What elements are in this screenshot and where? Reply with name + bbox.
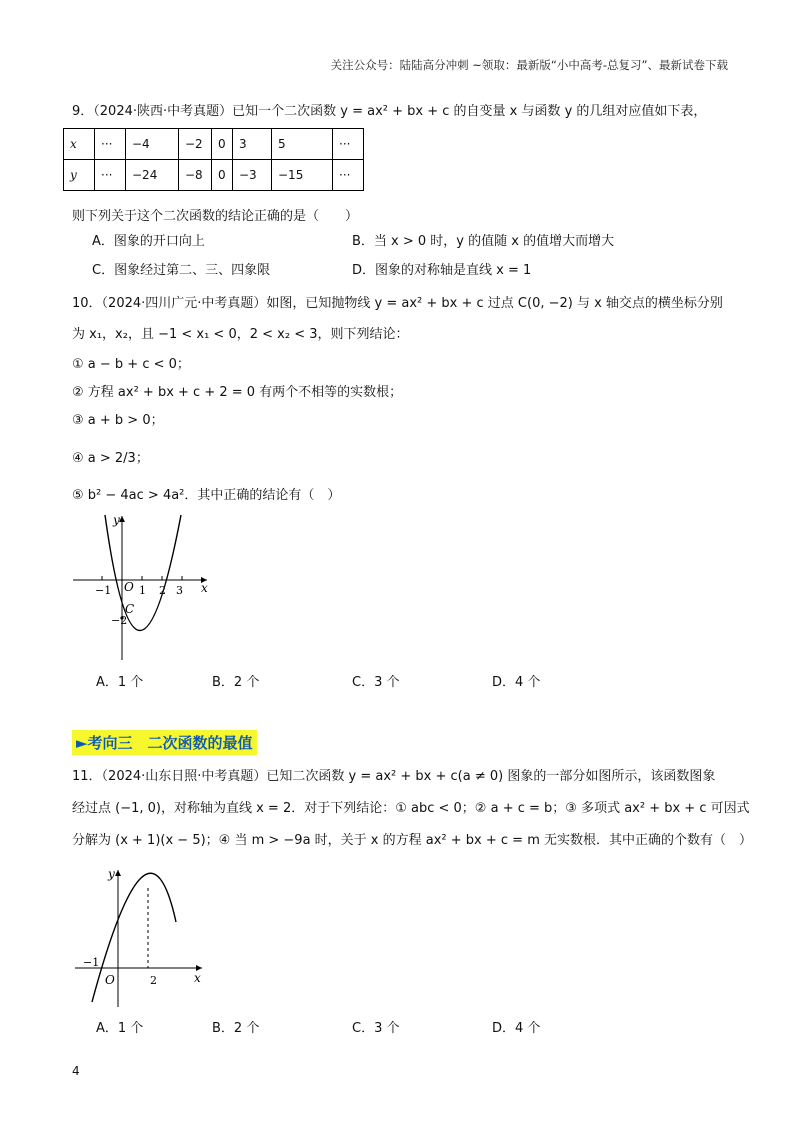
- table-cell: −15: [272, 160, 333, 191]
- q10-item-2: ② 方程 ax² + bx + c + 2 = 0 有两个不相等的实数根；: [72, 385, 403, 400]
- graph-tick-label-neg2: −2: [111, 614, 128, 627]
- q10-item-3: ③ a + b > 0；: [72, 413, 164, 428]
- q11-line1: 11．（2024·山东日照·中考真题）已知二次函数 y = ax² + bx + c(a ≠ 0) 图象的一部分如图所示，该函数图象: [72, 769, 716, 784]
- q10-option-d[interactable]: D．4 个: [492, 675, 541, 690]
- graph-point-c-label: C: [125, 602, 135, 616]
- q9-option-c[interactable]: C．图象经过第二、三、四象限: [92, 263, 271, 278]
- graph-y-label: y: [113, 513, 120, 527]
- table-row: [64, 160, 364, 191]
- q9-value-table: [63, 128, 364, 191]
- graph-tick-label-2: 2: [150, 974, 157, 987]
- graph-origin-label: O: [124, 580, 134, 594]
- q9-prompt: 则下列关于这个二次函数的结论正确的是（ ）: [72, 209, 359, 224]
- q11-option-b[interactable]: B．2 个: [212, 1021, 260, 1036]
- q11-parabola-graph: [70, 862, 215, 1012]
- section-heading: ►考向三 二次函数的最值: [72, 730, 257, 755]
- graph-x-label: x: [194, 971, 201, 985]
- table-header-y: y: [64, 160, 95, 191]
- table-cell: ···: [333, 129, 364, 160]
- page-header: 关注公众号：陆陆高分冲刺 ~领取：最新版“小中高考-总复习”、最新试卷下载: [330, 58, 728, 72]
- graph-origin-label: O: [105, 973, 115, 987]
- q9-text: 9．（2024·陕西·中考真题）已知一个二次函数 y = ax² + bx + c 的自变量 x 与函数 y 的几组对应值如下表，: [72, 104, 707, 119]
- q10-option-b[interactable]: B．2 个: [212, 675, 260, 690]
- graph-tick-label-2: 2: [159, 584, 166, 597]
- q9-option-d[interactable]: D．图象的对称轴是直线 x = 1: [352, 263, 532, 278]
- q10-item-1: ① a − b + c < 0；: [72, 357, 190, 372]
- graph-tick-label-neg1: −1: [83, 956, 100, 969]
- q10-line1: 10．（2024·四川广元·中考真题）如图，已知抛物线 y = ax² + bx + c 过点 C(0, −2) 与 x 轴交点的横坐标分别: [72, 296, 723, 311]
- table-row: [64, 129, 364, 160]
- table-cell: ···: [95, 129, 126, 160]
- table-cell: −8: [179, 160, 212, 191]
- q9-option-a[interactable]: A．图象的开口向上: [92, 234, 205, 249]
- graph-tick-label-3: 3: [176, 584, 183, 597]
- table-cell: ···: [95, 160, 126, 191]
- table-cell: 0: [212, 160, 233, 191]
- q10-option-a[interactable]: A．1 个: [96, 675, 144, 690]
- table-cell: −3: [233, 160, 272, 191]
- q10-line2: 为 x₁，x₂，且 −1 < x₁ < 0，2 < x₂ < 3，则下列结论：: [72, 327, 409, 342]
- page-number: 4: [72, 1064, 80, 1078]
- table-cell: ···: [333, 160, 364, 191]
- q10-option-c[interactable]: C．3 个: [352, 675, 400, 690]
- q11-line2: 经过点 (−1, 0)，对称轴为直线 x = 2．对于下列结论：① abc < 0；② a + c = b；③ 多项式 ax² + bx + c 可因式: [72, 801, 750, 816]
- q11-option-d[interactable]: D．4 个: [492, 1021, 541, 1036]
- table-cell: 3: [233, 129, 272, 160]
- q11-option-c[interactable]: C．3 个: [352, 1021, 400, 1036]
- table-cell: 0: [212, 129, 233, 160]
- q10-item-4: ④ a > 2/3；: [72, 451, 149, 466]
- table-cell: −24: [126, 160, 179, 191]
- q10-parabola-graph: [65, 510, 225, 665]
- q9-option-b[interactable]: B．当 x > 0 时，y 的值随 x 的值增大而增大: [352, 234, 615, 249]
- table-cell: 5: [272, 129, 333, 160]
- graph-x-label: x: [201, 581, 208, 595]
- graph-tick-label-1: 1: [139, 584, 146, 597]
- q11-line3: 分解为 (x + 1)(x − 5)；④ 当 m > −9a 时，关于 x 的方程 ax² + bx + c = m 无实数根．其中正确的个数有（ ）: [72, 833, 752, 848]
- graph-tick-label-neg1: −1: [95, 584, 112, 597]
- table-cell: −2: [179, 129, 212, 160]
- table-header-x: x: [64, 129, 95, 160]
- graph-y-label: y: [108, 867, 115, 881]
- table-cell: −4: [126, 129, 179, 160]
- q10-item-5: ⑤ b² − 4ac > 4a²．其中正确的结论有（ ）: [72, 488, 341, 503]
- q11-option-a[interactable]: A．1 个: [96, 1021, 144, 1036]
